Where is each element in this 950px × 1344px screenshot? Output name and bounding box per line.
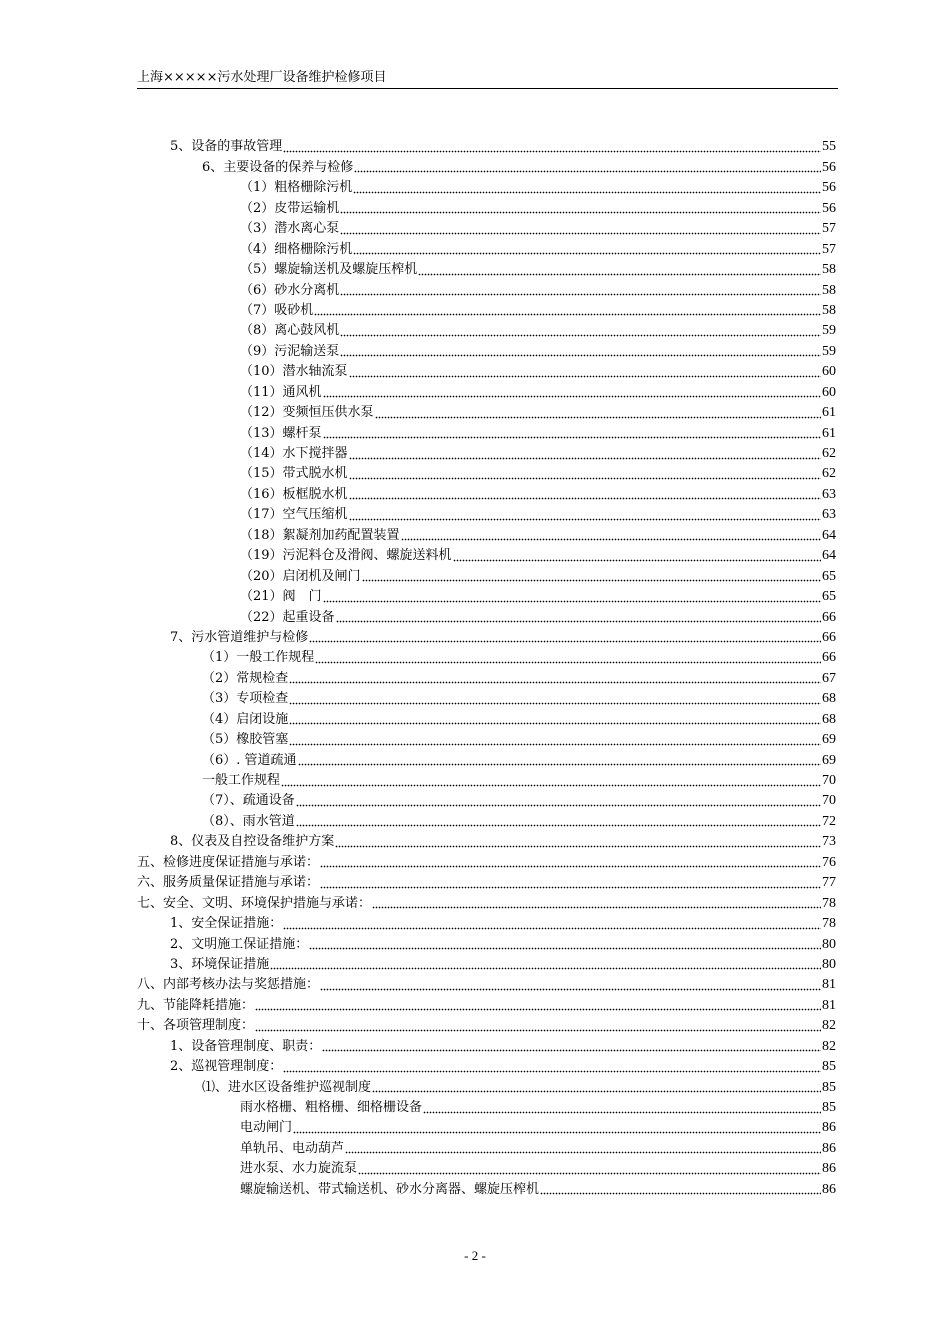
dot-leader [255, 1008, 821, 1012]
toc-entry[interactable] [137, 709, 836, 729]
dot-leader [320, 865, 821, 869]
toc-entry[interactable] [137, 423, 836, 443]
toc-entry-title: （10）潜水轴流泵 [240, 364, 348, 380]
toc-entry[interactable] [137, 1159, 836, 1179]
toc-entry-page-number: 56 [822, 180, 836, 196]
toc-entry-page-number: 60 [822, 384, 836, 400]
dot-leader [349, 456, 821, 460]
dot-leader [401, 538, 821, 542]
toc-entry-page-number: 55 [822, 139, 836, 155]
toc-entry-title: （22）起重设备 [240, 609, 335, 625]
toc-entry-title: （11）通风机 [240, 384, 322, 400]
toc-entry-title: （13）螺杆泵 [240, 425, 322, 441]
dot-leader [323, 436, 821, 440]
toc-entry-page-number: 80 [822, 956, 836, 972]
toc-entry-page-number: 57 [822, 241, 836, 257]
toc-entry-title: （6）. 管道疏通 [202, 752, 297, 768]
table-of-contents [137, 137, 836, 1200]
toc-entry-page-number: 65 [822, 568, 836, 584]
toc-entry-title: （5）橡胶管塞 [202, 732, 289, 748]
toc-entry-title: （19）污泥料仓及滑阀、螺旋送料机 [240, 548, 452, 564]
toc-entry-page-number: 65 [822, 589, 836, 605]
dot-leader [283, 149, 821, 153]
toc-entry-page-number: 69 [822, 752, 836, 768]
toc-entry-title: 九、节能降耗措施： [137, 997, 255, 1013]
toc-entry[interactable] [137, 934, 836, 954]
dot-leader [320, 885, 821, 889]
toc-entry-page-number: 58 [822, 302, 836, 318]
toc-entry-page-number: 69 [822, 732, 836, 748]
toc-entry-page-number: 82 [822, 1038, 836, 1054]
toc-entry-title: 2、巡视管理制度： [170, 1059, 283, 1075]
toc-entry-title: 7、污水管道维护与检修 [170, 629, 309, 645]
toc-entry[interactable] [137, 566, 836, 586]
dot-leader [323, 599, 821, 603]
toc-entry-page-number: 86 [822, 1181, 836, 1197]
toc-entry[interactable] [137, 157, 836, 177]
dot-leader [349, 497, 821, 501]
toc-entry[interactable] [137, 668, 836, 688]
toc-entry-title: （2）皮带运输机 [240, 200, 340, 216]
toc-entry[interactable] [137, 1057, 836, 1077]
toc-entry-title: （9）污泥输送泵 [240, 343, 340, 359]
toc-entry-title: 1、设备管理制度、职责： [170, 1038, 322, 1054]
dot-leader [322, 1049, 821, 1053]
toc-entry[interactable] [137, 137, 836, 157]
toc-entry-title: 八、内部考核办法与奖惩措施： [137, 977, 320, 993]
dot-leader [296, 824, 821, 828]
toc-entry-title: 五、检修进度保证措施与承诺： [137, 854, 320, 870]
toc-entry-page-number: 72 [822, 813, 836, 829]
toc-entry-page-number: 66 [822, 629, 836, 645]
toc-entry-title: （1）粗格栅除污机 [240, 180, 353, 196]
toc-entry-title: 电动闸门 [240, 1120, 293, 1136]
toc-entry[interactable] [137, 628, 836, 648]
toc-entry-page-number: 57 [822, 221, 836, 237]
toc-entry-title: （20）启闭机及闸门 [240, 568, 361, 584]
dot-leader [423, 1110, 821, 1114]
toc-entry[interactable] [137, 1179, 836, 1199]
dot-leader [289, 701, 821, 705]
toc-entry-title: （3）潜水离心泵 [240, 221, 340, 237]
toc-entry-page-number: 56 [822, 200, 836, 216]
toc-entry[interactable] [137, 811, 836, 831]
dot-leader [540, 1192, 821, 1196]
toc-entry-title: （17）空气压缩机 [240, 507, 348, 523]
toc-entry-title: （8）离心鼓风机 [240, 323, 340, 339]
dot-leader [309, 947, 821, 951]
toc-entry[interactable] [137, 1098, 836, 1118]
toc-entry-page-number: 85 [822, 1079, 836, 1095]
toc-entry[interactable] [137, 444, 836, 464]
dot-leader [349, 476, 821, 480]
toc-entry-title: 进水泵、水力旋流泵 [240, 1161, 358, 1177]
toc-entry[interactable] [137, 1036, 836, 1056]
toc-entry-page-number: 67 [822, 670, 836, 686]
toc-entry[interactable] [137, 730, 836, 750]
toc-entry-title: 螺旋输送机、带式输送机、砂水分离器、螺旋压榨机 [240, 1181, 540, 1197]
header-divider [137, 88, 838, 89]
dot-leader [289, 681, 821, 685]
toc-entry-page-number: 59 [822, 323, 836, 339]
dot-leader [314, 313, 821, 317]
toc-entry-title: 雨水格栅、粗格栅、细格栅设备 [240, 1100, 423, 1115]
toc-entry[interactable] [137, 382, 836, 402]
toc-entry-title: （1）一般工作规程 [202, 650, 315, 666]
toc-entry[interactable] [137, 546, 836, 566]
toc-entry[interactable] [137, 341, 836, 361]
toc-entry-page-number: 76 [822, 854, 836, 870]
toc-entry[interactable] [137, 914, 836, 934]
toc-entry-title: 一般工作规程 [202, 773, 281, 788]
toc-entry-title: 六、服务质量保证措施与承诺： [137, 875, 320, 891]
dot-leader [255, 1028, 821, 1032]
toc-entry[interactable] [137, 464, 836, 484]
toc-entry-page-number: 82 [822, 1018, 836, 1034]
toc-entry[interactable] [137, 771, 836, 791]
toc-entry-page-number: 62 [822, 446, 836, 461]
toc-entry[interactable] [137, 852, 836, 872]
toc-entry-page-number: 58 [822, 282, 836, 298]
toc-entry-title: 6、主要设备的保养与检修 [202, 159, 354, 175]
dot-leader [372, 906, 821, 910]
toc-entry-page-number: 78 [822, 895, 836, 911]
dot-leader [323, 395, 821, 399]
dot-leader [335, 844, 821, 848]
toc-entry-title: （18）絮凝剂加药配置装置 [240, 527, 400, 543]
dot-leader [372, 1090, 821, 1094]
toc-entry-page-number: 85 [822, 1059, 836, 1075]
toc-entry-title: （3）专项检查 [202, 691, 289, 707]
toc-entry-page-number: 66 [822, 609, 836, 625]
toc-entry[interactable] [137, 1138, 836, 1158]
dot-leader [340, 211, 821, 215]
toc-entry[interactable] [137, 832, 836, 852]
toc-entry-title: ⑴、进水区设备维护巡视制度 [202, 1079, 372, 1095]
dot-leader [296, 803, 821, 807]
dot-leader [298, 763, 821, 767]
toc-entry[interactable] [137, 239, 836, 259]
dot-leader [375, 415, 821, 419]
toc-entry[interactable] [137, 525, 836, 545]
toc-entry-page-number: 81 [822, 977, 836, 993]
toc-entry-page-number: 64 [822, 548, 836, 564]
toc-entry-title: 单轨吊、电动葫芦 [240, 1140, 345, 1156]
toc-entry-title: （2）常规检查 [202, 670, 289, 686]
toc-entry-title: （15）带式脱水机 [240, 466, 348, 482]
dot-leader [315, 660, 821, 664]
toc-entry-title: 七、安全、文明、环境保护措施与承诺： [137, 895, 372, 911]
dot-leader [354, 170, 821, 174]
toc-entry[interactable] [137, 873, 836, 893]
toc-entry-page-number: 63 [822, 486, 836, 502]
dot-leader [349, 517, 821, 521]
toc-entry[interactable] [137, 198, 836, 218]
toc-entry[interactable] [137, 178, 836, 198]
toc-entry[interactable] [137, 1118, 836, 1138]
toc-entry[interactable] [137, 260, 836, 280]
toc-entry-title: 5、设备的事故管理 [170, 139, 283, 155]
toc-entry-page-number: 86 [822, 1140, 836, 1156]
toc-entry[interactable] [137, 955, 836, 975]
toc-entry[interactable] [137, 587, 836, 607]
dot-leader [340, 293, 821, 297]
toc-entry[interactable] [137, 689, 836, 709]
toc-entry-page-number: 63 [822, 507, 836, 523]
toc-entry[interactable] [137, 362, 836, 382]
dot-leader [340, 333, 821, 337]
toc-entry-title: 3、环境保证措施 [170, 956, 270, 972]
dot-leader [340, 231, 821, 235]
toc-entry-page-number: 70 [822, 793, 836, 809]
toc-entry-title: （12）变频恒压供水泵 [240, 405, 374, 421]
toc-entry[interactable] [137, 301, 836, 321]
toc-entry-page-number: 62 [822, 466, 836, 482]
toc-entry[interactable] [137, 1016, 836, 1036]
toc-entry[interactable] [137, 280, 836, 300]
dot-leader [270, 967, 821, 971]
toc-entry-title: （4）启闭设施 [202, 711, 289, 727]
toc-entry[interactable] [137, 893, 836, 913]
toc-entry-page-number: 66 [822, 650, 836, 666]
toc-entry[interactable] [137, 750, 836, 770]
toc-entry-title: 2、文明施工保证措施： [170, 936, 309, 952]
dot-leader [289, 742, 821, 746]
dot-leader [340, 354, 821, 358]
toc-entry-page-number: 59 [822, 343, 836, 359]
toc-entry[interactable] [137, 791, 836, 811]
toc-entry[interactable] [137, 648, 836, 668]
toc-entry-page-number: 56 [822, 159, 836, 175]
dot-leader [283, 1069, 821, 1073]
dot-leader [320, 987, 821, 991]
toc-entry-page-number: 73 [822, 834, 836, 850]
toc-entry-page-number: 77 [822, 875, 836, 891]
toc-entry-title: （6）砂水分离机 [240, 282, 340, 298]
dot-leader [289, 722, 821, 726]
dot-leader [345, 1151, 821, 1155]
dot-leader [336, 620, 821, 624]
toc-entry-title: 8、仪表及自控设备维护方案 [170, 834, 335, 850]
toc-entry-title: （7）吸砂机 [240, 302, 314, 318]
toc-entry[interactable] [137, 219, 836, 239]
toc-entry-title: （16）板框脱水机 [240, 486, 348, 502]
dot-leader [453, 558, 821, 562]
toc-entry[interactable] [137, 403, 836, 423]
dot-leader [353, 252, 821, 256]
toc-entry-page-number: 64 [822, 527, 836, 543]
toc-entry-page-number: 70 [822, 773, 836, 788]
dot-leader [293, 1130, 821, 1134]
toc-entry-page-number: 86 [822, 1120, 836, 1136]
toc-entry-page-number: 80 [822, 936, 836, 952]
toc-entry[interactable] [137, 995, 836, 1015]
dot-leader [358, 1171, 821, 1175]
toc-entry[interactable] [137, 505, 836, 525]
toc-entry-title: （7）、疏通设备 [202, 793, 295, 809]
dot-leader [418, 272, 821, 276]
dot-leader [353, 190, 821, 194]
toc-entry[interactable] [137, 484, 836, 504]
toc-entry-page-number: 58 [822, 262, 836, 278]
dot-leader [362, 579, 821, 583]
toc-entry-title: （5）螺旋输送机及螺旋压榨机 [240, 262, 418, 278]
toc-entry-title: （8）、雨水管道 [202, 813, 295, 829]
toc-entry[interactable] [137, 607, 836, 627]
toc-entry-title: （4）细格栅除污机 [240, 241, 353, 257]
page-number: - 2 - [464, 1248, 486, 1263]
toc-entry-page-number: 86 [822, 1161, 836, 1177]
toc-entry-page-number: 68 [822, 711, 836, 727]
dot-leader [283, 926, 821, 930]
toc-entry-page-number: 68 [822, 691, 836, 707]
toc-entry-page-number: 61 [822, 405, 836, 421]
toc-entry-page-number: 78 [822, 916, 836, 932]
toc-entry-page-number: 81 [822, 997, 836, 1013]
toc-entry-title: 1、安全保证措施： [170, 916, 283, 932]
running-header: 上海×××××污水处理厂设备维护检修项目 [137, 70, 387, 85]
toc-entry-title: （14）水下搅拌器 [240, 446, 348, 461]
toc-entry[interactable] [137, 1077, 836, 1097]
toc-entry[interactable] [137, 321, 836, 341]
toc-entry[interactable] [137, 975, 836, 995]
toc-entry-page-number: 85 [822, 1100, 836, 1115]
toc-entry-title: 十、各项管理制度： [137, 1018, 255, 1034]
dot-leader [281, 783, 821, 787]
dot-leader [349, 374, 821, 378]
toc-entry-title: （21）阀 门 [240, 589, 322, 605]
toc-entry-page-number: 61 [822, 425, 836, 441]
dot-leader [309, 640, 821, 644]
toc-entry-page-number: 60 [822, 364, 836, 380]
